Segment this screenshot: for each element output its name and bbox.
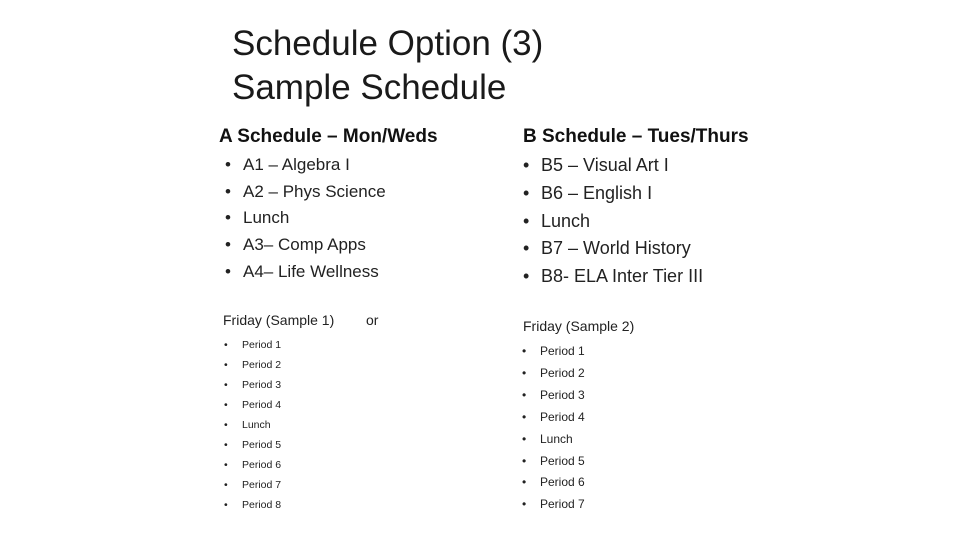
list-item-text: Period 5 <box>540 453 585 468</box>
bullet-icon: • <box>224 499 228 511</box>
list-item-text: A3– Comp Apps <box>243 235 366 255</box>
bullet-icon: • <box>224 359 228 371</box>
bullet-icon: • <box>522 409 527 424</box>
list-item-text: B8- ELA Inter Tier III <box>541 266 704 287</box>
schedule-a-list <box>225 152 386 286</box>
list-item <box>225 232 386 259</box>
bullet-icon: • <box>224 399 228 411</box>
list-item-text: Lunch <box>540 431 573 446</box>
list-item-text: Period 2 <box>540 365 585 380</box>
list-item-text: A2 – Phys Science <box>243 181 386 201</box>
list-item <box>224 395 282 415</box>
list-item <box>224 355 282 375</box>
list-item <box>522 407 585 429</box>
list-item <box>523 235 703 263</box>
bullet-icon: • <box>523 182 530 203</box>
schedule-b-heading: B Schedule – Tues/Thurs <box>523 126 749 147</box>
list-item-text: Period 2 <box>242 359 282 371</box>
list-item-text: Period 4 <box>540 409 585 424</box>
list-item <box>522 363 585 385</box>
list-item <box>224 495 282 515</box>
bullet-icon: • <box>522 344 527 358</box>
bullet-icon: • <box>225 208 231 228</box>
friday-sample-1-label: Friday (Sample 1) <box>223 312 335 328</box>
list-item-text: Lunch <box>242 419 271 431</box>
bullet-icon: • <box>224 339 228 351</box>
list-item <box>522 494 585 516</box>
list-item-text: B6 – English I <box>541 182 653 203</box>
schedule-b-list <box>523 152 704 291</box>
list-item-text: Period 5 <box>242 439 282 451</box>
friday-sample-2-label: Friday (Sample 2) <box>523 318 635 334</box>
bullet-icon: • <box>523 155 530 175</box>
list-item-text: Period 1 <box>540 344 585 358</box>
list-item-text: Period 8 <box>242 499 282 511</box>
list-item <box>522 341 585 363</box>
bullet-icon: • <box>225 155 231 174</box>
list-item-text: Period 7 <box>242 479 282 491</box>
list-item <box>225 205 386 232</box>
list-item <box>522 429 585 451</box>
list-item <box>224 435 282 455</box>
friday-sample-2-list <box>522 341 585 516</box>
slide-title <box>232 22 543 110</box>
bullet-icon: • <box>225 181 231 201</box>
list-item <box>224 335 282 355</box>
list-item-text: Period 7 <box>540 497 585 512</box>
friday-sample-1-list <box>224 335 282 515</box>
list-item-text: B7 – World History <box>541 238 691 259</box>
list-item-text: Lunch <box>243 208 290 228</box>
bullet-icon: • <box>522 497 527 512</box>
list-item <box>523 152 703 180</box>
list-item <box>225 259 386 286</box>
list-item <box>522 472 585 494</box>
bullet-icon: • <box>522 453 527 468</box>
list-item <box>523 180 703 208</box>
list-item-text: Period 3 <box>540 387 585 402</box>
bullet-icon: • <box>224 379 228 391</box>
list-item <box>224 415 281 435</box>
bullet-icon: • <box>522 387 527 402</box>
bullet-icon: • <box>522 365 527 380</box>
title-line-1: Schedule Option (3) <box>232 24 544 63</box>
list-item-text: A1 – Algebra I <box>243 155 350 174</box>
list-item-text: Period 4 <box>242 399 282 411</box>
title-line-2: Sample Schedule <box>232 68 507 107</box>
list-item <box>225 152 386 179</box>
list-item-text: Lunch <box>541 210 591 231</box>
list-item <box>224 455 282 475</box>
bullet-icon: • <box>224 439 228 451</box>
list-item <box>224 475 282 495</box>
bullet-icon: • <box>523 210 530 231</box>
list-item-text: Period 3 <box>242 379 282 391</box>
list-item-text: Period 6 <box>242 459 282 471</box>
list-item <box>224 375 282 395</box>
list-item-text: A4– Life Wellness <box>243 261 379 281</box>
bullet-icon: • <box>522 431 527 446</box>
bullet-icon: • <box>523 238 530 259</box>
list-item <box>522 451 585 473</box>
list-item <box>523 208 703 236</box>
schedule-a-heading: A Schedule – Mon/Weds <box>219 126 438 147</box>
list-item-text: Period 1 <box>242 339 282 351</box>
bullet-icon: • <box>225 235 231 255</box>
list-item-text: Period 6 <box>540 475 585 490</box>
list-item <box>225 179 386 206</box>
list-item-text: B5 – Visual Art I <box>541 155 669 175</box>
bullet-icon: • <box>523 266 530 287</box>
or-label: or <box>366 312 379 328</box>
bullet-icon: • <box>224 459 228 471</box>
list-item <box>522 385 585 407</box>
bullet-icon: • <box>224 419 228 431</box>
bullet-icon: • <box>224 479 228 491</box>
bullet-icon: • <box>522 475 527 490</box>
bullet-icon: • <box>225 261 231 281</box>
list-item <box>523 263 704 291</box>
